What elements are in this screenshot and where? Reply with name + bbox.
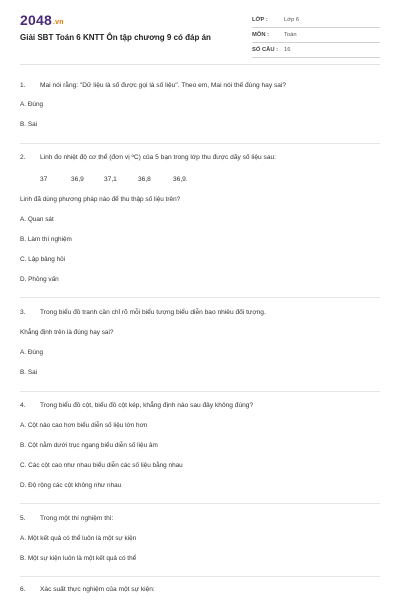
question-text: Xác suất thực nghiệm của một sự kiện: <box>40 586 155 593</box>
option-a[interactable]: A. Đúng <box>20 349 44 356</box>
option-a[interactable]: A. Cột nào cao hơn biểu diễn số liệu lớn hơn <box>20 422 148 429</box>
option-b[interactable]: B. Sai <box>20 121 38 128</box>
logo-suffix: .vn <box>52 19 64 26</box>
meta-divider <box>252 27 380 28</box>
question-divider <box>20 143 380 144</box>
option-b[interactable]: B. Sai <box>20 369 38 376</box>
question-divider <box>20 576 380 577</box>
option-a[interactable]: A. Một kết quả có thể luôn là một sự kiện <box>20 535 137 542</box>
question-divider <box>20 297 380 298</box>
question-text: Linh đo nhiệt độ cơ thể (đơn vị ºC) của 5 bạn trong lớp thu được dãy số liệu sau: <box>40 154 276 161</box>
question-subtext: Khẳng định trên là đúng hay sai? <box>20 329 114 336</box>
logo-text: 2048 <box>20 12 52 28</box>
site-logo[interactable] <box>20 12 64 28</box>
page-title: Giải SBT Toán 6 KNTT Ôn tập chương 9 có đáp án <box>20 33 211 42</box>
question-number: 6. <box>20 586 26 593</box>
option-d[interactable]: D. Độ rộng các cột không như nhau <box>20 482 122 489</box>
question-divider <box>20 503 380 504</box>
option-b[interactable]: B. Cột nằm dưới trục ngang biểu diễn số liệu âm <box>20 442 158 449</box>
value-item: 37 <box>40 176 48 183</box>
question-number: 2. <box>20 154 26 161</box>
meta-count-label: SỐ CÂU : <box>252 47 279 53</box>
meta-grade-value: Lớp 6 <box>284 17 300 23</box>
question-text: Trong biểu đồ tranh cần chỉ rõ mỗi biểu tượng biểu diễn bao nhiêu đối tượng. <box>40 309 266 316</box>
meta-count-value: 16 <box>284 47 291 53</box>
meta-divider <box>252 57 380 58</box>
option-c[interactable]: C. Các cột cao như nhau biểu diễn các số liệu bằng nhau <box>20 462 183 469</box>
meta-subject-value: Toán <box>284 32 297 38</box>
option-b[interactable]: B. Làm thí nghiệm <box>20 236 72 243</box>
value-item: 36,9 <box>71 176 84 183</box>
question-number: 4. <box>20 402 26 409</box>
meta-divider <box>252 42 380 43</box>
option-c[interactable]: C. Lập bảng hỏi <box>20 256 66 263</box>
value-item: 37,1 <box>104 176 117 183</box>
question-text: Trong biểu đồ cột, biểu đồ cột kép, khẳng định nào sau đây không đúng? <box>40 402 254 409</box>
value-item: 36,9. <box>173 176 188 183</box>
header-divider <box>20 64 380 65</box>
page-header <box>0 0 400 70</box>
question-subtext: Linh đã dùng phương pháp nào để thu thập số liệu trên? <box>20 196 181 203</box>
question-number: 3. <box>20 309 26 316</box>
question-number: 1. <box>20 82 26 89</box>
option-a[interactable]: A. Quan sát <box>20 216 54 223</box>
meta-grade-label: LỚP : <box>252 17 268 23</box>
question-number: 5. <box>20 515 26 522</box>
question-text: Trong một thí nghiệm thì: <box>40 515 114 522</box>
option-a[interactable]: A. Đúng <box>20 101 44 108</box>
question-text: Mai nói rằng: "Dữ liệu là số được gọi là số liệu". Theo em, Mai nói thế đúng hay sai? <box>40 82 287 89</box>
option-d[interactable]: D. Phỏng vấn <box>20 276 59 283</box>
question-divider <box>20 391 380 392</box>
option-b[interactable]: B. Một sự kiện luôn là một kết quả có thể <box>20 555 137 562</box>
meta-subject-label: MÔN : <box>252 32 270 38</box>
value-item: 36,8 <box>138 176 151 183</box>
